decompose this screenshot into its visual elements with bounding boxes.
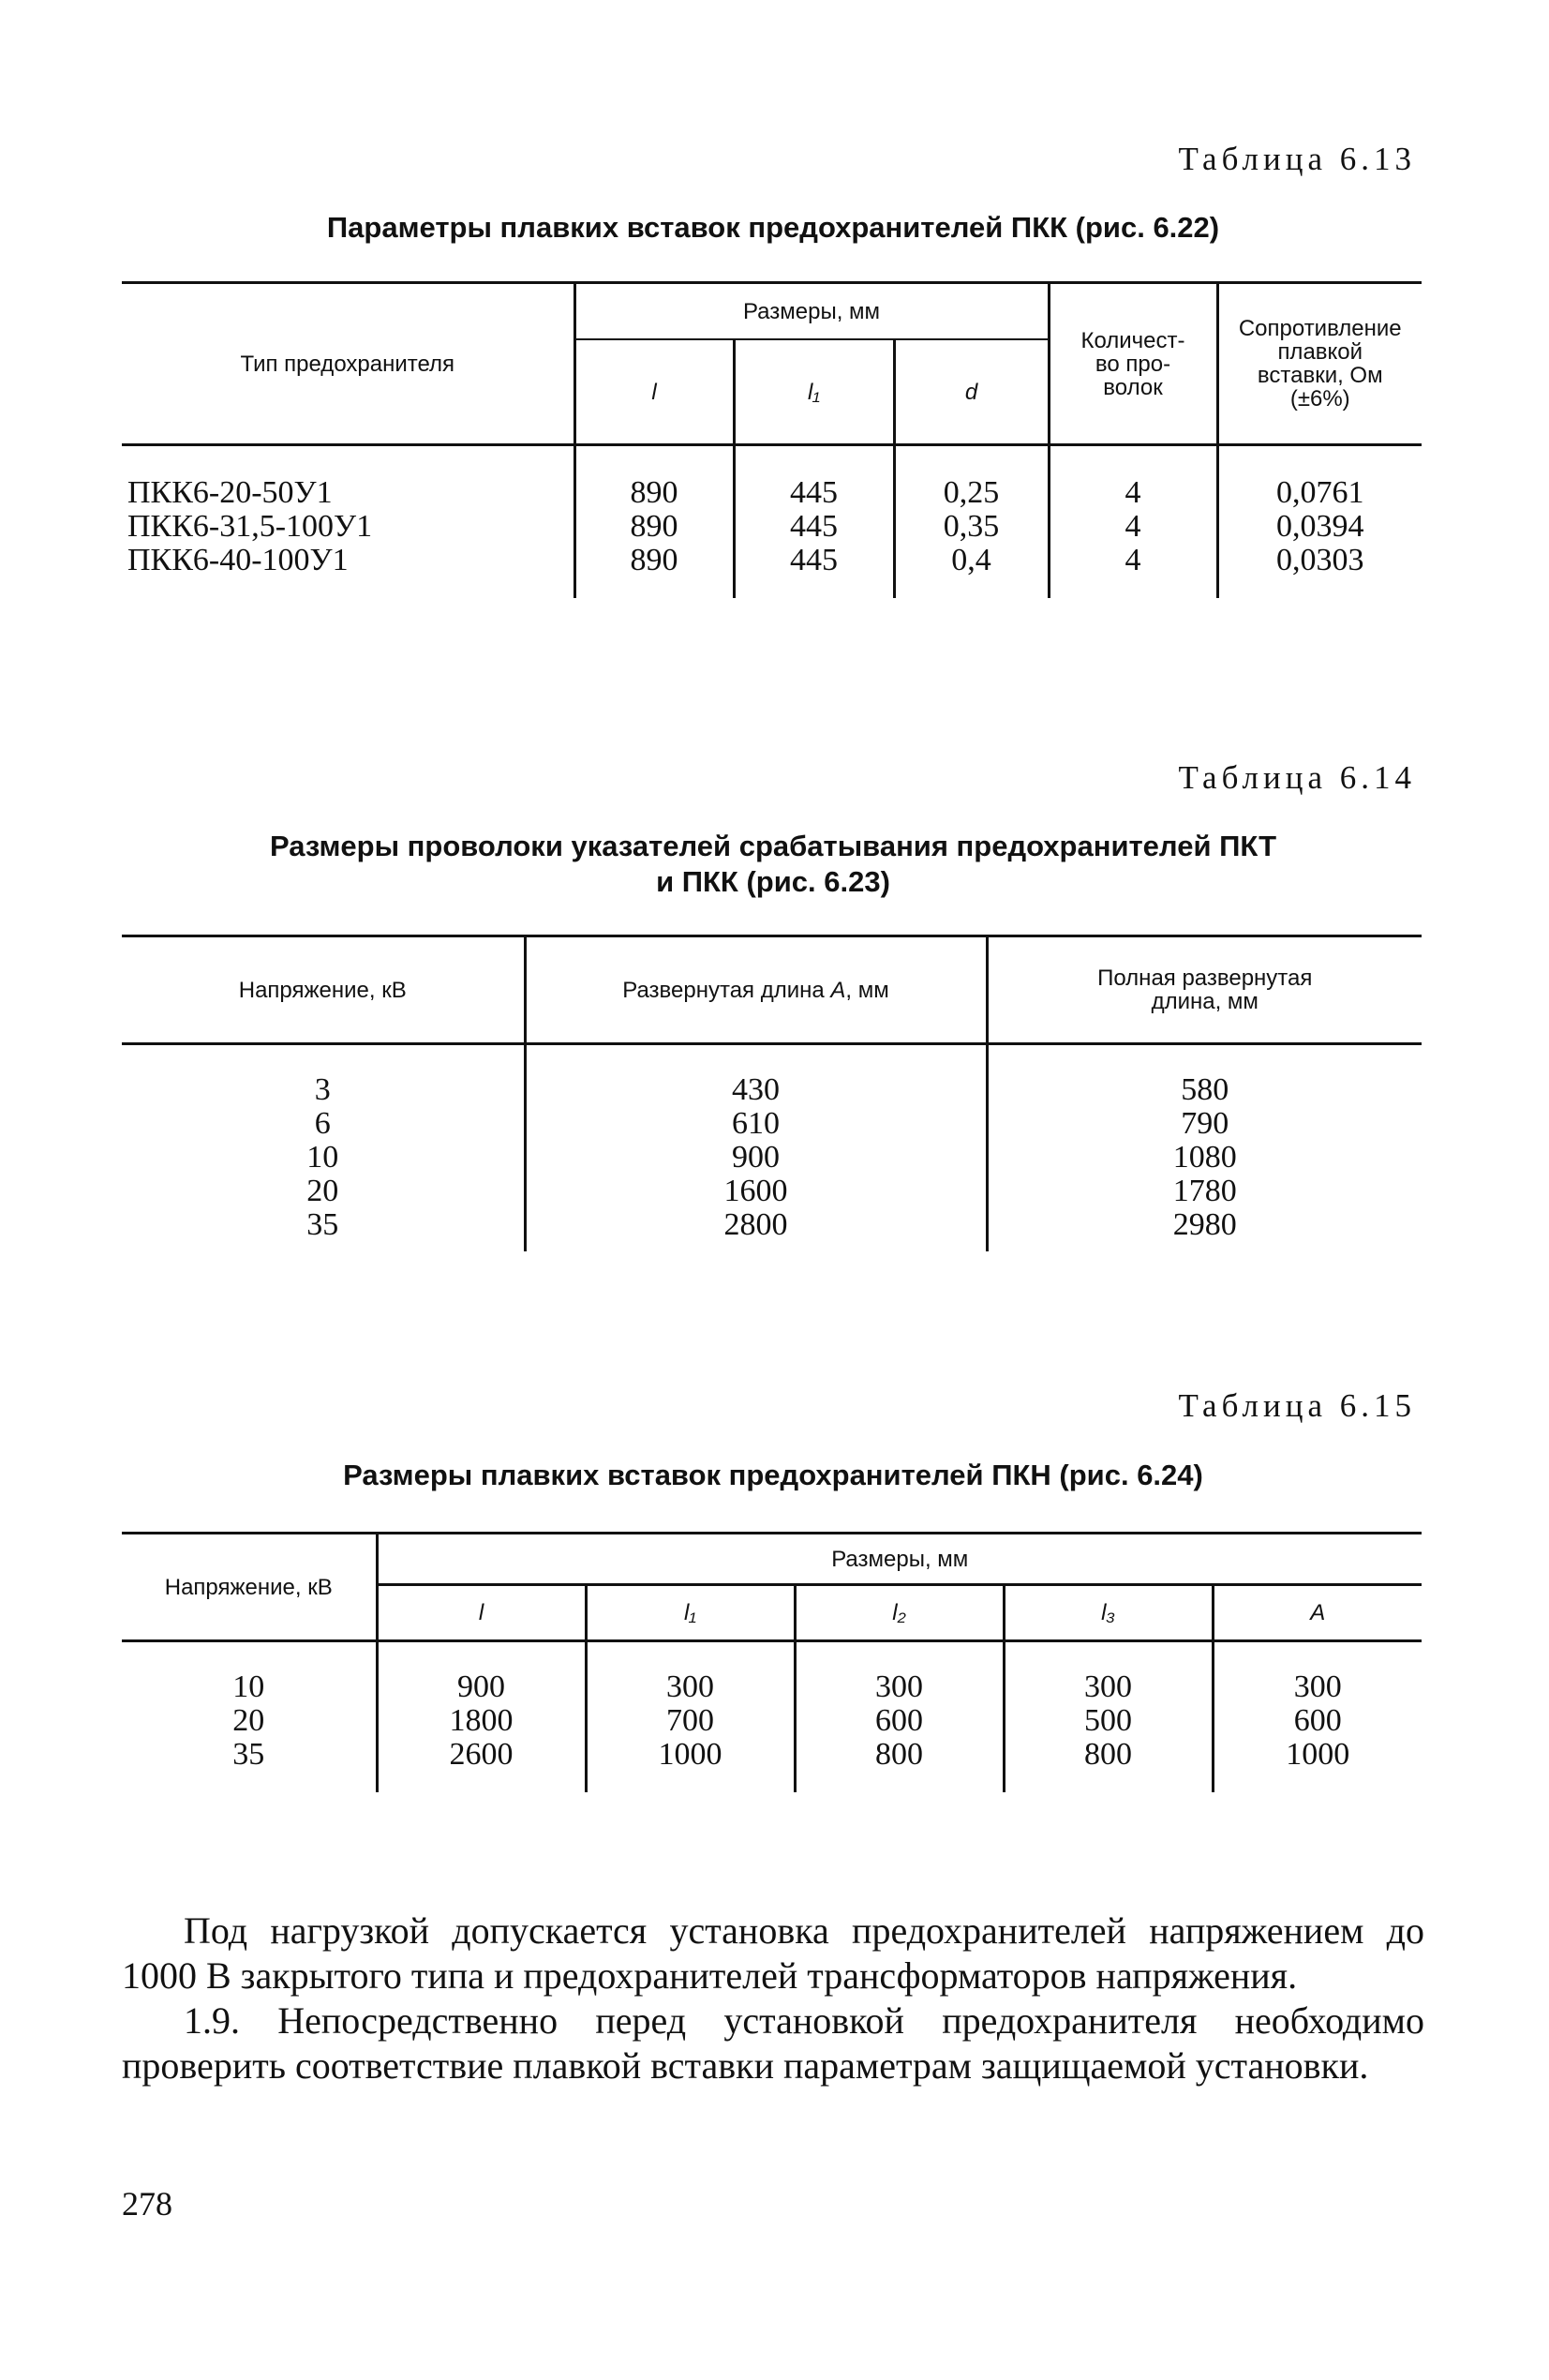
cell-wires: 4 <box>1049 510 1217 544</box>
cell-resistance: 0,0761 <box>1217 445 1422 511</box>
table-6-14 <box>122 935 1422 1251</box>
table-row <box>122 445 1422 511</box>
cell-full-length: 1780 <box>987 1175 1422 1208</box>
header-a: A <box>1213 1585 1422 1641</box>
cell-wires: 4 <box>1049 544 1217 598</box>
cell-l2: 300 <box>795 1641 1004 1705</box>
cell-d: 0,4 <box>894 544 1049 598</box>
cell-l1: 445 <box>734 445 894 511</box>
cell-l: 2600 <box>377 1738 586 1792</box>
cell-voltage: 35 <box>232 1737 265 1772</box>
cell-full-length: 790 <box>987 1107 1422 1141</box>
cell-l1: 1000 <box>586 1738 795 1792</box>
cell-l: 1800 <box>377 1704 586 1738</box>
table-row <box>122 1738 1422 1792</box>
table-row <box>122 1107 1422 1141</box>
cell-unfolded-length: 1600 <box>525 1175 987 1208</box>
cell-full-length: 580 <box>987 1044 1422 1108</box>
cell-voltage: 10 <box>306 1140 339 1175</box>
cell-voltage: 20 <box>306 1174 339 1208</box>
cell-a: 1000 <box>1213 1738 1422 1792</box>
page-number: 278 <box>122 2185 172 2223</box>
cell-type: ПКК6-20-50У1 <box>127 475 333 510</box>
cell-l: 900 <box>377 1641 586 1705</box>
cell-resistance: 0,0394 <box>1217 510 1422 544</box>
cell-l: 890 <box>574 544 734 598</box>
header-voltage: Напряжение, кВ <box>122 1534 377 1641</box>
cell-d: 0,35 <box>894 510 1049 544</box>
cell-l3: 300 <box>1004 1641 1213 1705</box>
table-row <box>122 1704 1422 1738</box>
paragraph: 1.9. Непосредственно перед установкой предохранителя необходимо проверить соответствие плавкой вставки параметрам защищаемой установки. <box>122 1999 1424 2087</box>
cell-wires: 4 <box>1049 445 1217 511</box>
table-6-15-title: Размеры плавких вставок предохранителей ПКН (рис. 6.24) <box>343 1459 1203 1491</box>
table-row <box>122 1641 1422 1705</box>
table-row <box>122 1044 1422 1108</box>
header-voltage: Напряжение, кВ <box>122 936 525 1044</box>
cell-l1: 445 <box>734 510 894 544</box>
header-l1: l₁ <box>586 1585 795 1641</box>
cell-l: 890 <box>574 510 734 544</box>
header-sizes: Размеры, мм <box>574 283 1049 340</box>
header-d: d <box>894 339 1049 445</box>
cell-voltage: 6 <box>314 1106 331 1141</box>
table-6-14-label: Таблица 6.14 <box>1178 759 1416 796</box>
header-l2: l₂ <box>795 1585 1004 1641</box>
header-full-length: Полная развернутая длина, мм <box>987 936 1422 1044</box>
cell-d: 0,25 <box>894 445 1049 511</box>
table-6-15-label: Таблица 6.15 <box>1178 1387 1416 1424</box>
header-l3: l₃ <box>1004 1585 1213 1641</box>
cell-a: 300 <box>1213 1641 1422 1705</box>
table-6-15 <box>122 1532 1422 1792</box>
table-row <box>122 1175 1422 1208</box>
table-6-13 <box>122 281 1422 598</box>
header-l: l <box>574 339 734 445</box>
body-text <box>122 1908 1424 2088</box>
cell-voltage: 3 <box>314 1072 331 1107</box>
cell-l: 890 <box>574 445 734 511</box>
table-row <box>122 1141 1422 1175</box>
cell-l2: 800 <box>795 1738 1004 1792</box>
table-6-13-title: Параметры плавких вставок предохранителей ПКК (рис. 6.22) <box>326 211 1220 244</box>
table-row <box>122 510 1422 544</box>
cell-full-length: 2980 <box>987 1208 1422 1251</box>
header-type: Тип предохранителя <box>122 283 574 445</box>
cell-voltage: 20 <box>232 1703 265 1738</box>
cell-unfolded-length: 2800 <box>525 1208 987 1251</box>
table-6-13-label: Таблица 6.13 <box>1178 141 1416 177</box>
cell-l3: 800 <box>1004 1738 1213 1792</box>
cell-type: ПКК6-31,5-100У1 <box>127 509 373 544</box>
cell-voltage: 10 <box>232 1669 265 1704</box>
header-resistance: Сопротивление плавкой вставки, Ом (±6%) <box>1217 283 1422 445</box>
cell-full-length: 1080 <box>987 1141 1422 1175</box>
header-sizes: Размеры, мм <box>377 1534 1422 1585</box>
header-l1: l₁ <box>734 339 894 445</box>
table-row <box>122 1208 1422 1251</box>
cell-l3: 500 <box>1004 1704 1213 1738</box>
cell-l1: 700 <box>586 1704 795 1738</box>
header-wires: Количест- во про- волок <box>1049 283 1217 445</box>
header-l: l <box>377 1585 586 1641</box>
paragraph: Под нагрузкой допускается установка предохранителей напряжением до 1000 В закрытого типа и предохранителей трансформаторов напряжения. <box>122 1909 1424 1997</box>
table-row <box>122 544 1422 598</box>
cell-l1: 445 <box>734 544 894 598</box>
cell-unfolded-length: 610 <box>525 1107 987 1141</box>
cell-resistance: 0,0303 <box>1217 544 1422 598</box>
table-6-14-title: Размеры проволоки указателей срабатывания предохранителей ПКТ и ПКК (рис. 6.23) <box>269 830 1277 898</box>
cell-type: ПКК6-40-100У1 <box>127 543 349 577</box>
cell-a: 600 <box>1213 1704 1422 1738</box>
cell-l1: 300 <box>586 1641 795 1705</box>
cell-l2: 600 <box>795 1704 1004 1738</box>
cell-voltage: 35 <box>306 1207 339 1242</box>
cell-unfolded-length: 900 <box>525 1141 987 1175</box>
header-unfolded-length: Развернутая длина A, мм <box>525 936 987 1044</box>
cell-unfolded-length: 430 <box>525 1044 987 1108</box>
